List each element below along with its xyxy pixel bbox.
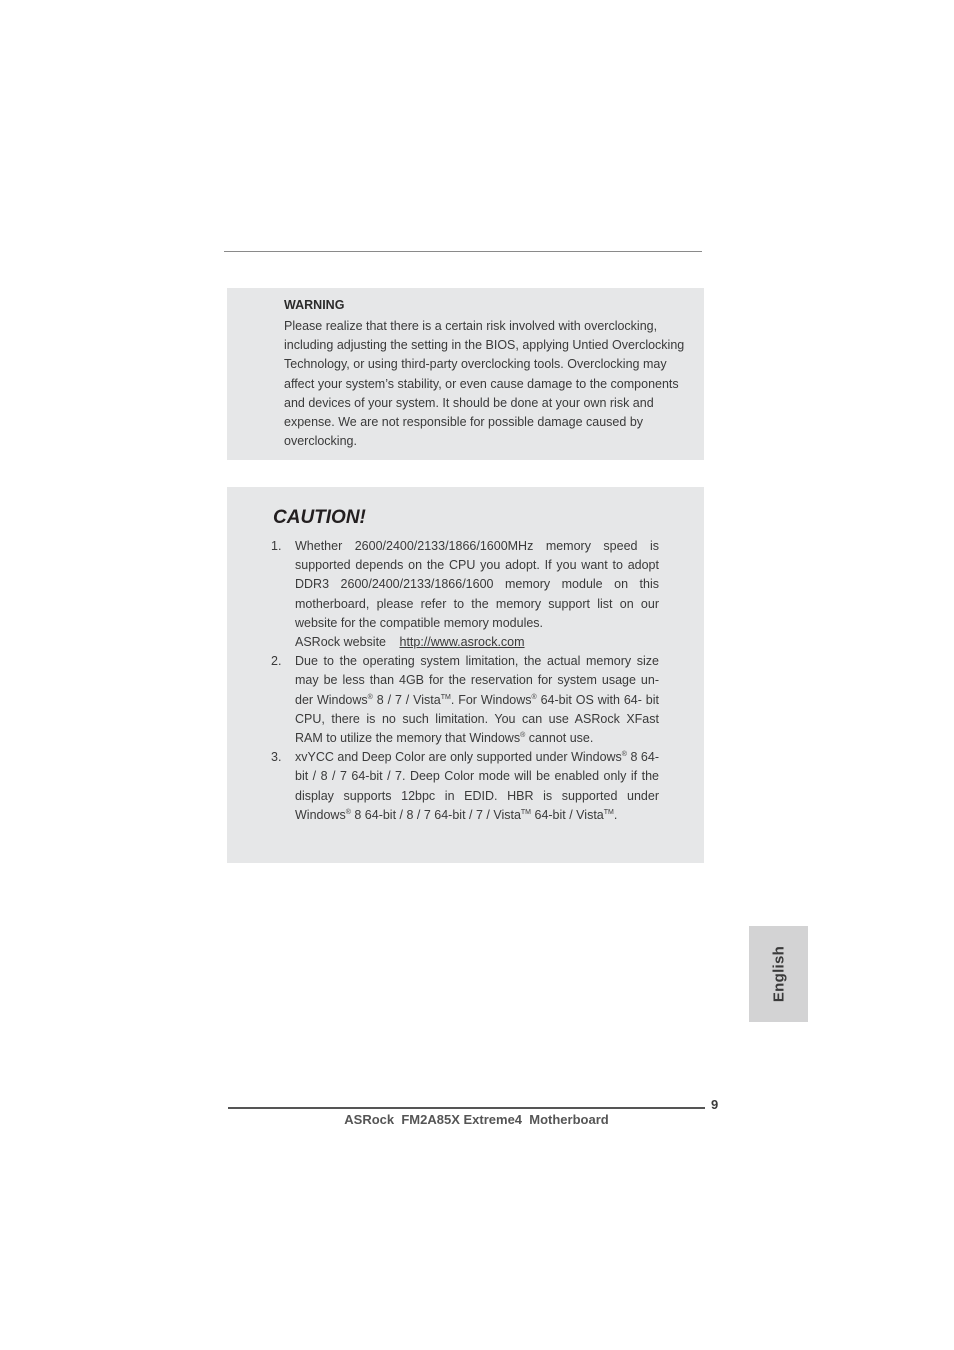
caution-text-run: 8 64-bit / 8 / 7 64-bit / 7 / Vista: [350, 807, 521, 822]
language-tab: [749, 926, 808, 1022]
list-number: 2.: [271, 654, 282, 669]
warning-line: expense. We are not responsible for possible damage caused by: [284, 415, 644, 430]
registered-mark: ®: [531, 693, 537, 701]
caution-item: [271, 537, 659, 652]
warning-body: [284, 317, 699, 451]
caution-text-run: Due to the operating system limitation, the actual memory size may be less than 4GB for the reservation for system usage un- der Windows: [295, 654, 659, 707]
page-number: 9: [711, 1097, 719, 1112]
footer-title: ASRock FM2A85X Extreme4 Motherboard: [344, 1112, 609, 1127]
website-row: [295, 633, 659, 652]
caution-text-run: 64-bit / Vista: [531, 807, 604, 822]
caution-text-run: 64-bit OS with 64- bit CPU, there is no such limitation. You can use ASRock XFast RAM to utilize the memory that Windows: [295, 692, 659, 746]
caution-text-run: 8 / 7 / Vista: [372, 692, 441, 707]
website-label: ASRock website: [295, 635, 387, 650]
caution-item: [271, 748, 659, 825]
footer-divider: [228, 1107, 705, 1109]
list-number: 1.: [271, 539, 282, 553]
caution-list: [271, 537, 659, 825]
caution-text-run: cannot use.: [525, 731, 594, 746]
caution-text-run: . For Windows: [450, 692, 532, 707]
top-divider: [224, 251, 702, 252]
registered-mark: ®: [520, 732, 526, 740]
warning-box: [227, 288, 704, 460]
caution-item: [271, 652, 659, 748]
warning-line: including adjusting the setting in the BIOS, applying Untied Overclocking: [284, 338, 685, 353]
caution-text-run: xvYCC and Deep Color are only supported under Windows: [295, 750, 622, 765]
caution-text-run: .: [613, 807, 618, 822]
warning-line: and devices of your system. It should be done at your own risk and: [284, 395, 654, 410]
registered-mark: ®: [367, 693, 373, 701]
warning-line: overclocking.: [284, 434, 357, 449]
warning-title: WARNING: [284, 298, 345, 312]
warning-line: Please realize that there is a certain risk involved with overclocking,: [284, 319, 658, 333]
caution-item-text: Whether 2600/2400/2133/1866/1600MHz memory speed is supported depends on the CPU you adopt. If you want to adopt DDR3 2600/2400/2133/1866/1600 memory module on this motherboard, please refer to the memory support list on our website for the compatible memory modules.: [295, 539, 659, 630]
caution-text-run: 8 64-bit / 8 / 7 64-bit / 7. Deep Color mode will be enabled only if the display supports 12bpc in EDID. HBR is supported under Windows: [295, 750, 659, 822]
warning-line: affect your system’s stability, or even cause damage to the components: [284, 376, 679, 391]
registered-mark: ®: [345, 808, 351, 816]
website-link[interactable]: http://www.asrock.com: [399, 635, 525, 650]
trademark-mark: TM: [603, 808, 614, 816]
warning-line: Technology, or using third-party overclocking tools. Overclocking may: [284, 357, 667, 372]
list-number: 3.: [271, 750, 282, 765]
registered-mark: ®: [621, 751, 627, 759]
language-label: English: [770, 945, 787, 1003]
caution-box: [227, 487, 704, 863]
trademark-mark: TM: [440, 693, 451, 701]
trademark-mark: TM: [520, 808, 532, 816]
caution-title: CAUTION!: [273, 507, 366, 528]
